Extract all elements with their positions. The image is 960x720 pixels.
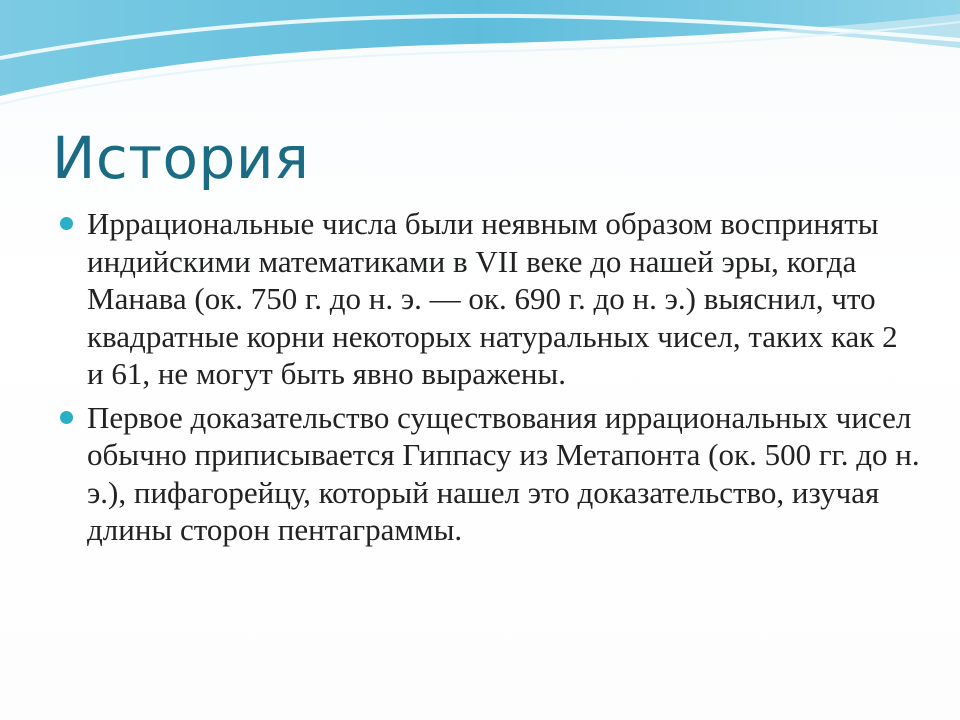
bullet-text: Первое доказательство существования иррациональных чисел обычно приписывается Гиппасу из Метапонта (ок. 500 гг. до н. э.), пифагорейцу, который нашел это доказательство, изучая длины сторон пентаграммы. <box>87 399 920 547</box>
bullet-dot-icon <box>60 411 73 424</box>
bullet-text: Иррациональные числа были неявным образом восприняты индийскими математиками в VII веке до нашей эры, когда Манава (ок. 750 г. до н. э. — ок. 690 г. до н. э.) выяснил, что квадратные корни некоторых натуральных чисел, таких как 2 и 61, не могут быть явно выражены. <box>87 206 898 391</box>
slide-title: История <box>52 124 310 192</box>
bullet-item <box>60 205 920 393</box>
wave-header-decoration <box>0 0 960 120</box>
bullet-list <box>60 205 920 555</box>
bullet-dot-icon <box>60 217 73 230</box>
bullet-item <box>60 399 920 549</box>
